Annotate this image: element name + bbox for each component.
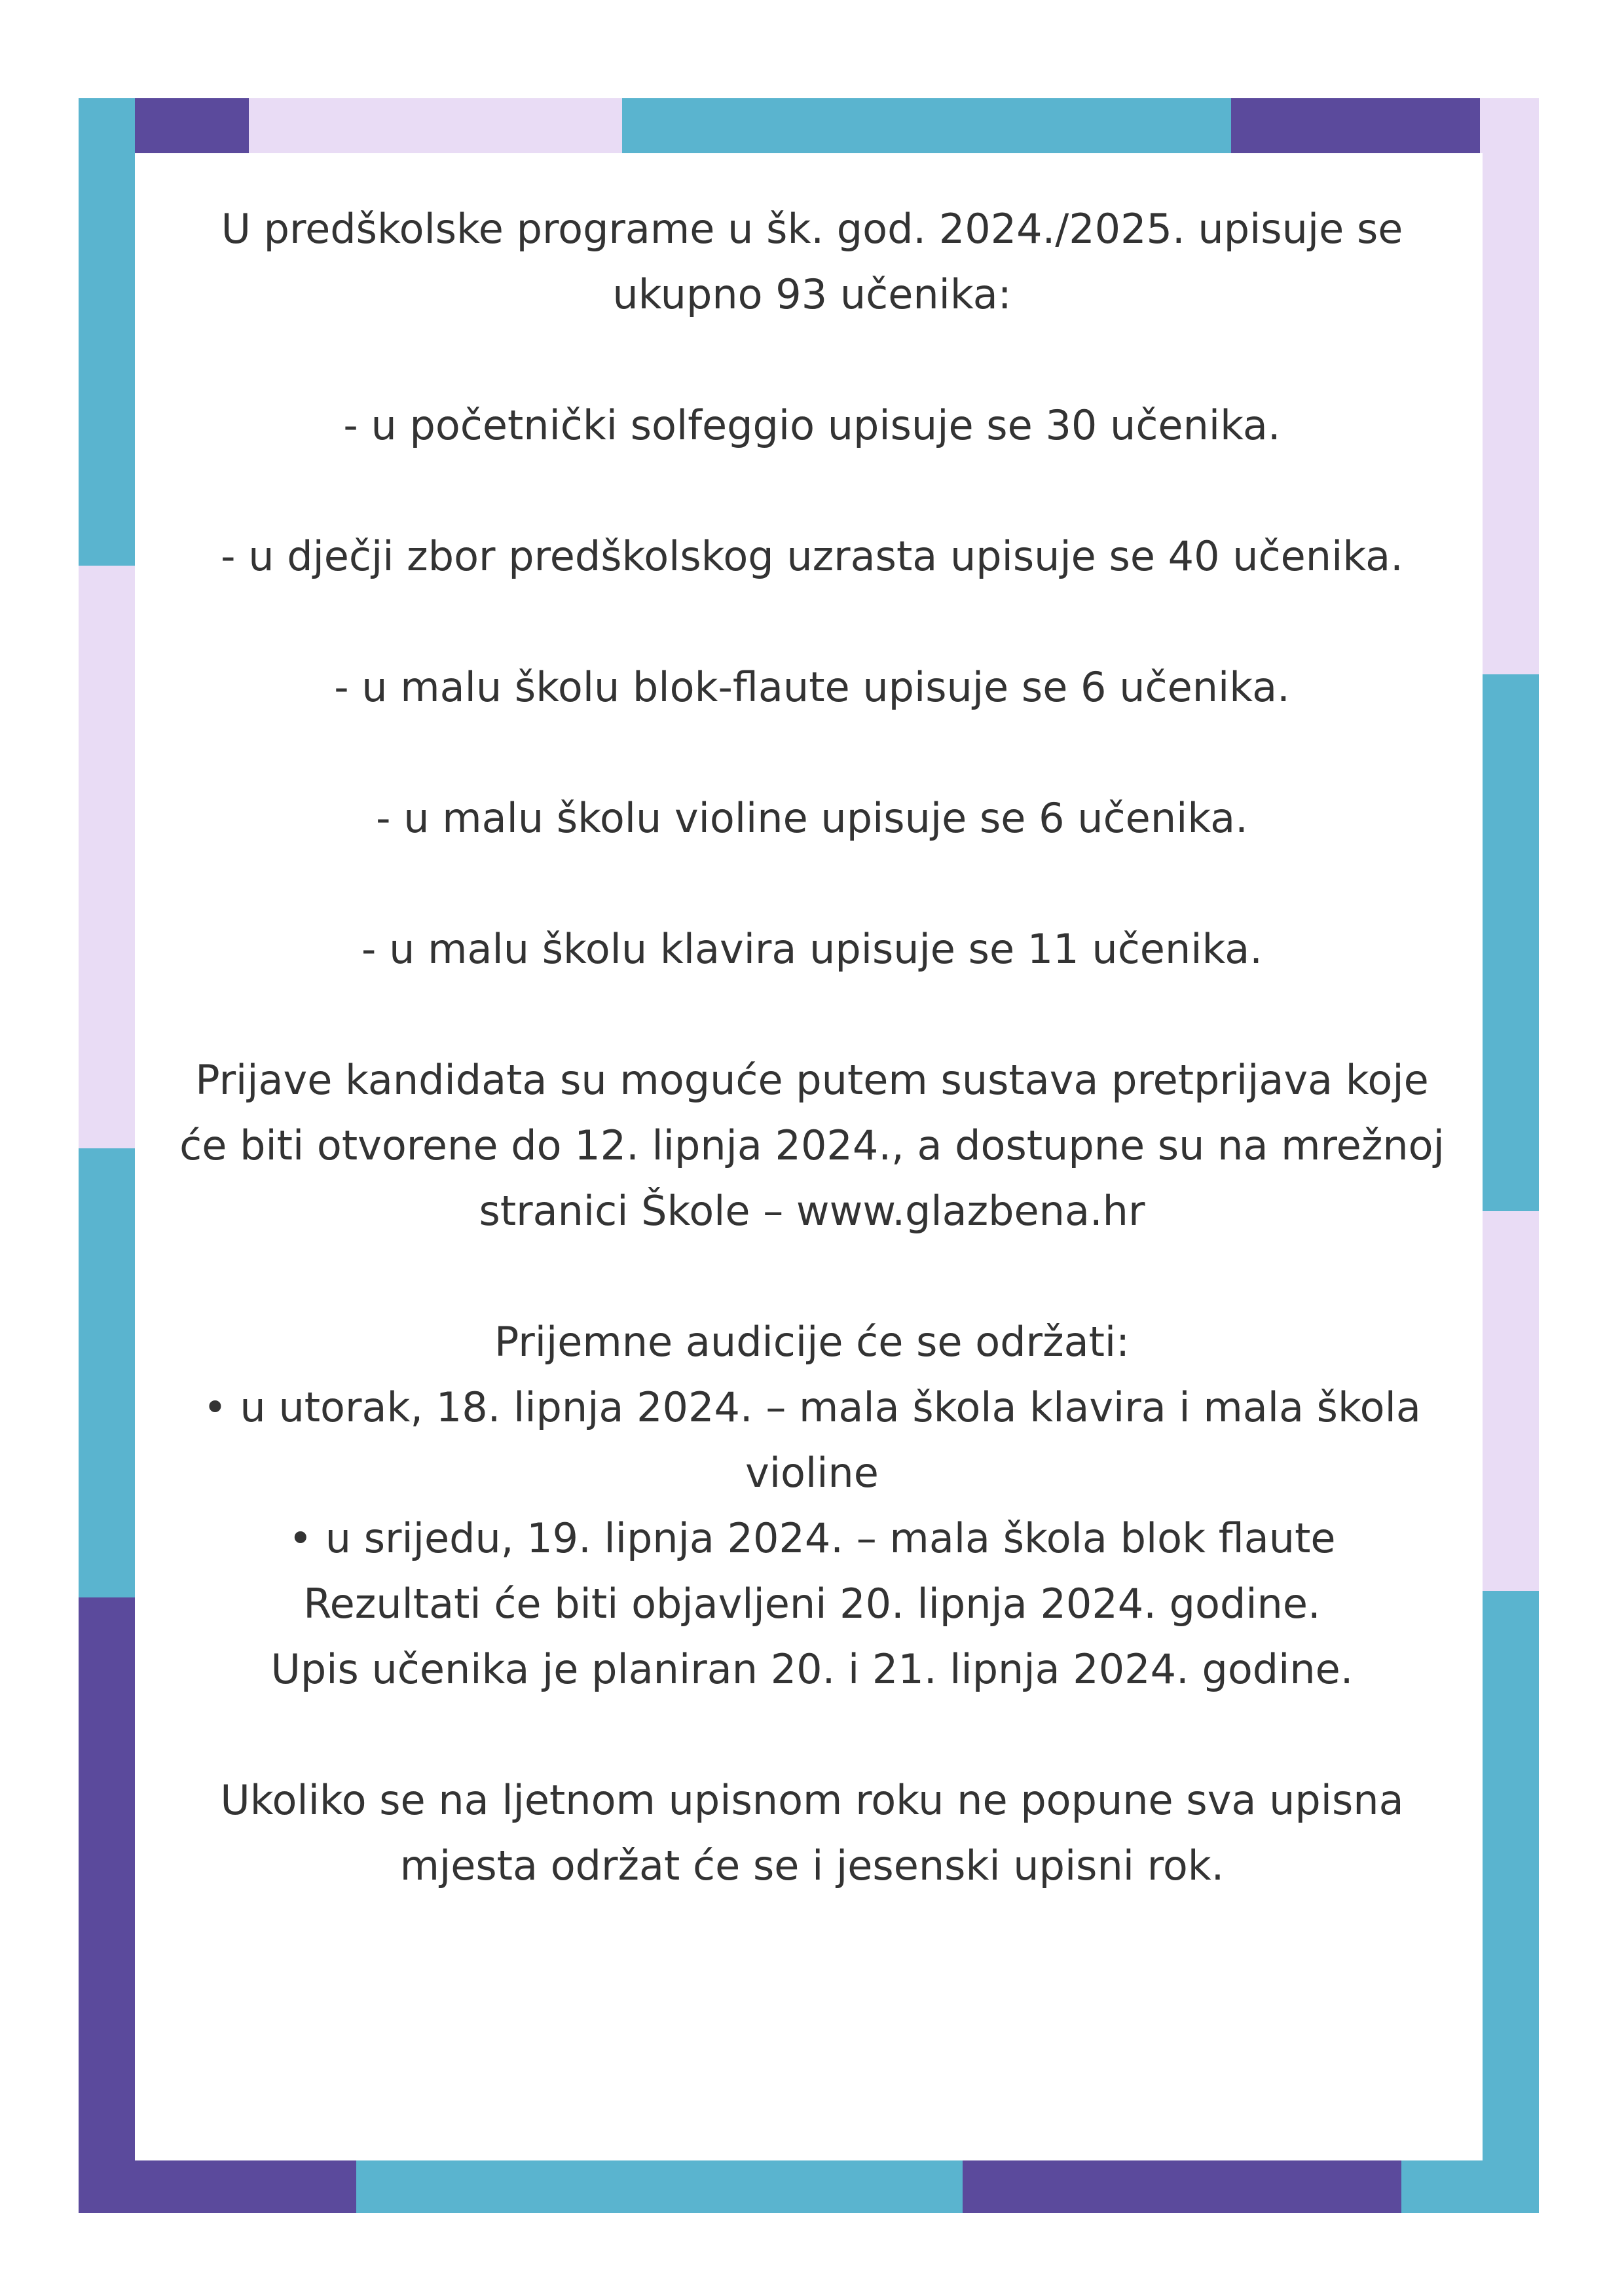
frame-top-purple-left bbox=[135, 98, 249, 157]
audition-item: • u srijedu, 19. lipnja 2024. – mala škola blok flaute bbox=[288, 1514, 1336, 1562]
enrollment-date: Upis učenika je planiran 20. i 21. lipnja 2024. godine. bbox=[270, 1645, 1354, 1693]
program-item-violin: - u malu školu violine upisuje se 6 učenika. bbox=[376, 794, 1248, 842]
closing-note-line: Ukoliko se na ljetnom upisnom roku ne popune sva upisna bbox=[220, 1776, 1404, 1824]
program-item-choir: - u dječji zbor predškolskog uzrasta upisuje se 40 učenika. bbox=[221, 532, 1403, 580]
program-item-piano: - u malu školu klavira upisuje se 11 učenika. bbox=[361, 925, 1263, 973]
intro-line: ukupno 93 učenika: bbox=[612, 270, 1012, 318]
application-info-line: Prijave kandidata su moguće putem sustava pretprijava koje bbox=[195, 1056, 1429, 1104]
frame-bottom-purple-right bbox=[963, 2160, 1401, 2213]
frame-bottom-purple-left bbox=[79, 2160, 356, 2213]
intro-line: U predškolske programe u šk. god. 2024./2025. upisuje se bbox=[221, 205, 1403, 253]
closing-note-line: mjesta održat će se i jesenski upisni rok. bbox=[399, 1842, 1225, 1889]
results-date: Rezultati će biti objavljeni 20. lipnja 2024. godine. bbox=[303, 1580, 1321, 1628]
enrollment-notice bbox=[79, 196, 1545, 1899]
frame-top-teal-middle bbox=[622, 98, 1231, 157]
program-item-solfeggio: - u početnički solfeggio upisuje se 30 učenika. bbox=[343, 401, 1281, 449]
auditions-heading: Prijemne audicije će se održati: bbox=[494, 1318, 1130, 1366]
application-info-line: stranici Škole – www.glazbena.hr bbox=[479, 1187, 1145, 1235]
program-item-recorder: - u malu školu blok-flaute upisuje se 6 učenika. bbox=[334, 663, 1290, 711]
frame-bottom-teal-left bbox=[356, 2160, 963, 2213]
audition-item: violine bbox=[745, 1449, 879, 1497]
application-info-line: će biti otvorene do 12. lipnja 2024., a dostupne su na mrežnoj bbox=[179, 1121, 1445, 1169]
frame-top-purple-right bbox=[1231, 98, 1480, 157]
frame-bottom-teal-right bbox=[1401, 2160, 1539, 2213]
frame-top-lavender bbox=[249, 98, 622, 157]
audition-item: • u utorak, 18. lipnja 2024. – mala škola klavira i mala škola bbox=[203, 1383, 1421, 1431]
